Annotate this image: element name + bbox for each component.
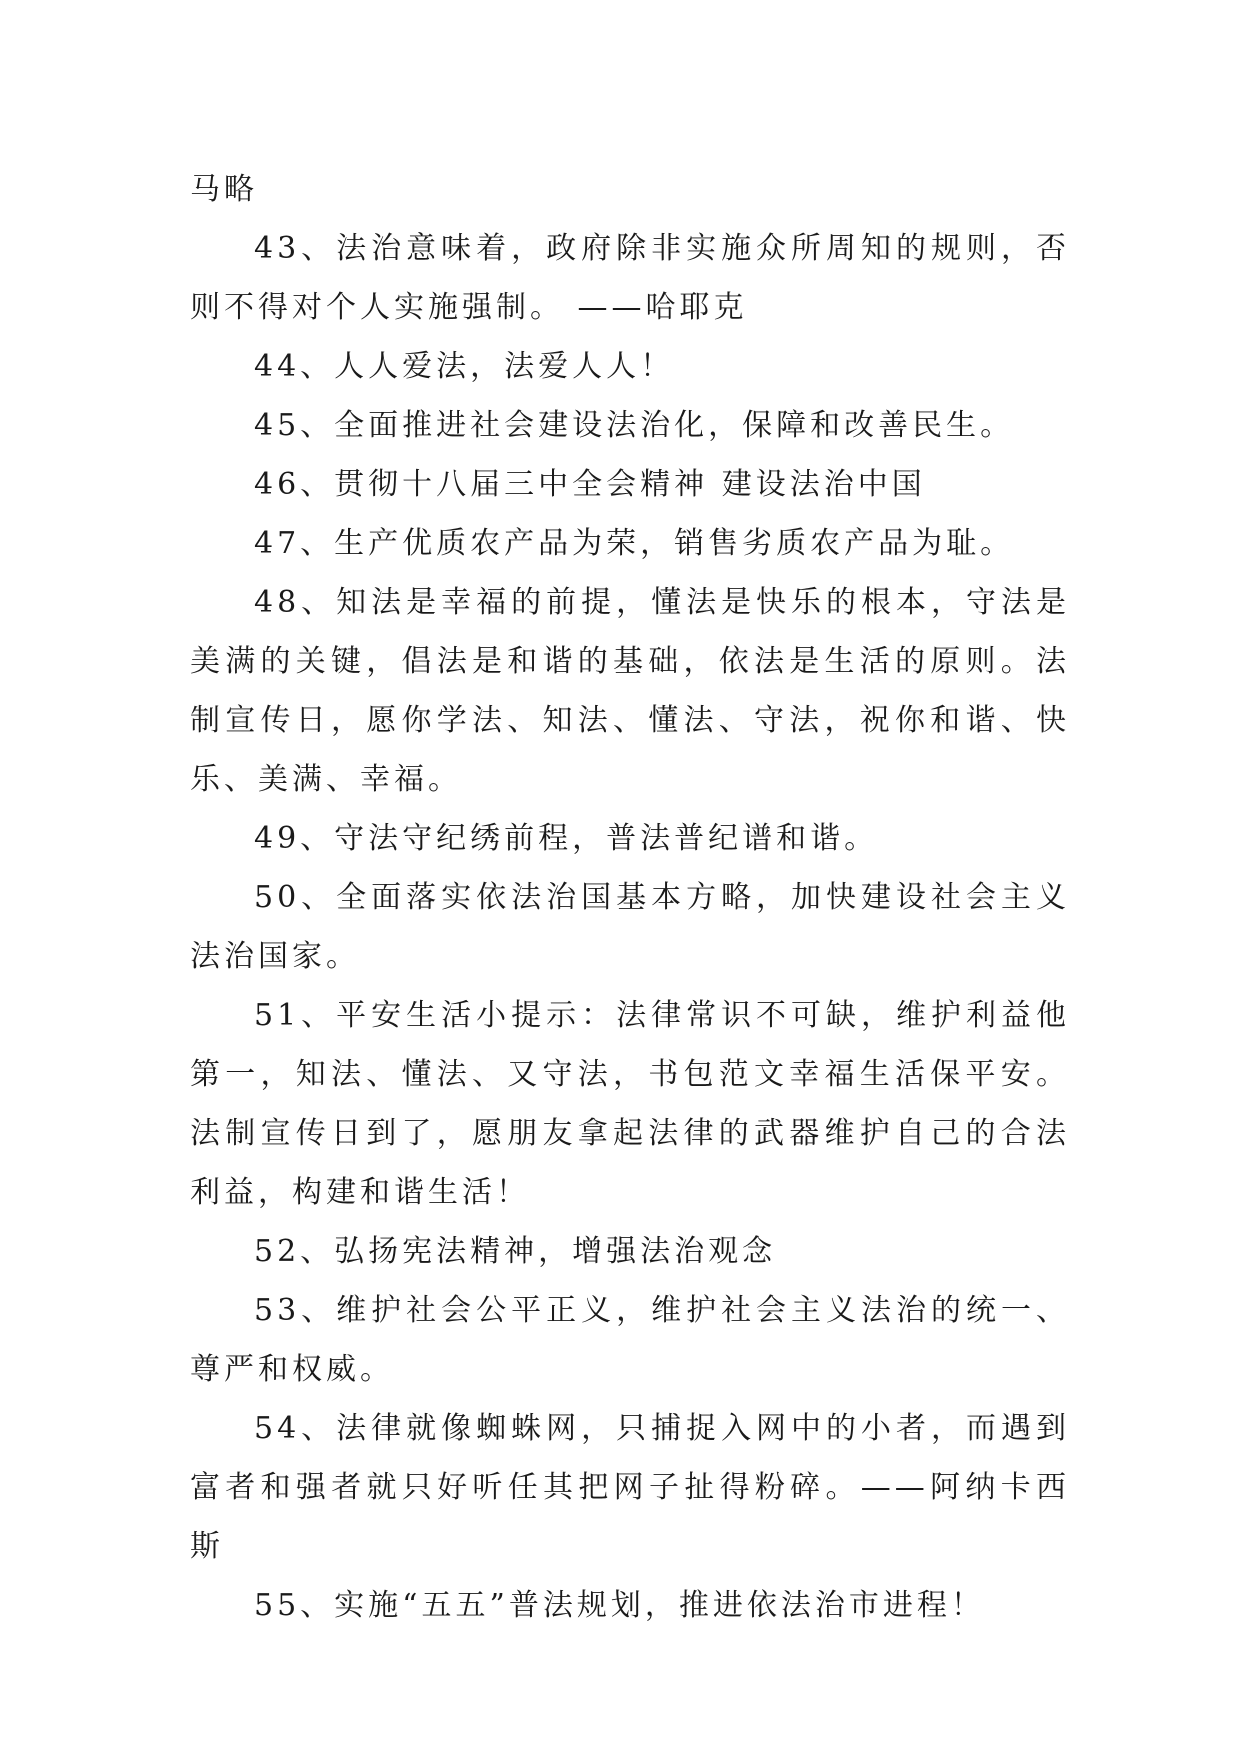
paragraph-51: 51、平安生活小提示：法律常识不可缺，维护利益他第一，知法、懂法、又守法，书包范文幸福生活保平安。法制宣传日到了，愿朋友拿起法律的武器维护自己的合法利益，构建和谐生活！: [190, 998, 1070, 1210]
paragraph-46: 46、贯彻十八届三中全会精神 建设法治中国: [254, 467, 926, 502]
paragraph-54: 54、法律就像蜘蛛网，只捕捉入网中的小者，而遇到富者和强者就只好听任其把网子扯得粉碎。——阿纳卡西斯: [190, 1411, 1070, 1564]
paragraph-50: 50、全面落实依法治国基本方略，加快建设社会主义法治国家。: [190, 880, 1070, 974]
document-body: [190, 160, 1070, 1635]
paragraph-48: 48、知法是幸福的前提，懂法是快乐的根本，守法是美满的关键，倡法是和谐的基础，依法是生活的原则。法制宣传日，愿你学法、知法、懂法、守法，祝你和谐、快乐、美满、幸福。: [190, 585, 1070, 797]
paragraph-53: 53、维护社会公平正义，维护社会主义法治的统一、尊严和权威。: [190, 1293, 1070, 1387]
paragraph-52: 52、弘扬宪法精神，增强法治观念: [254, 1234, 777, 1269]
paragraph-49: 49、守法守纪绣前程，普法普纪谱和谐。: [254, 821, 879, 856]
paragraph-45: 45、全面推进社会建设法治化，保障和改善民生。: [254, 408, 1015, 443]
paragraph-44: 44、人人爱法，法爱人人！: [254, 349, 675, 384]
paragraph-55: 55、实施“五五”普法规划，推进依法治市进程！: [254, 1588, 985, 1623]
paragraph-47: 47、生产优质农产品为荣，销售劣质农产品为耻。: [254, 526, 1015, 561]
paragraph-43: 43、法治意味着，政府除非实施众所周知的规则，否则不得对个人实施强制。 ——哈耶克: [190, 231, 1070, 325]
paragraph-continuation: 马略: [190, 172, 258, 207]
